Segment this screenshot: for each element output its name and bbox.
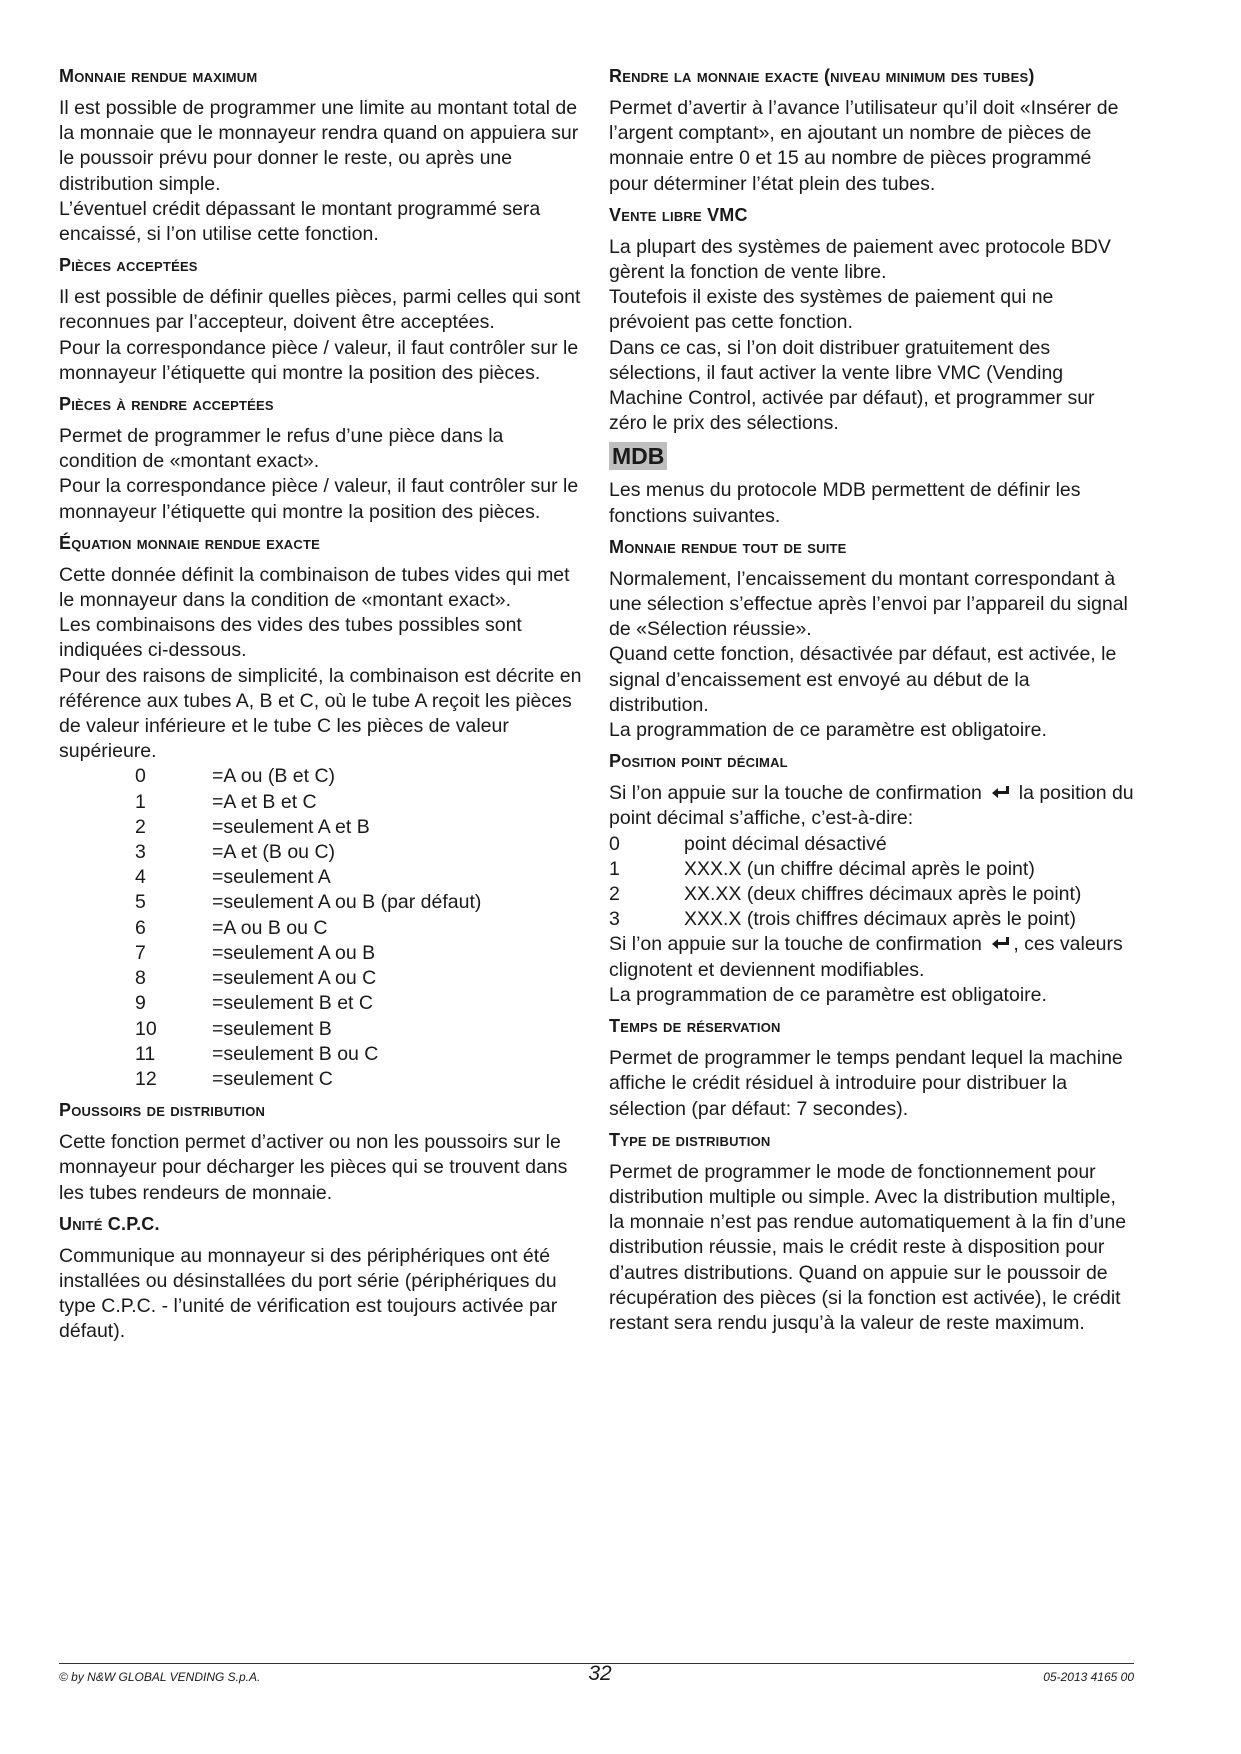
equation-row xyxy=(59,764,481,789)
position-code: 2 xyxy=(609,883,620,906)
paragraph: Il est possible de programmer une limite au montant total de la monnaie que le monnayeur rendra quand on appuiera sur le poussoir prévu pour donner le reste, ou après une distribution simple. xyxy=(59,97,579,195)
paragraph: Les combinaisons des vides des tubes possibles sont indiquées ci-dessous. xyxy=(59,614,522,662)
equation-code: 4 xyxy=(135,866,146,889)
equation-code: 9 xyxy=(135,992,146,1015)
position-code: 0 xyxy=(609,832,620,855)
paragraph: Permet de programmer le mode de fonctionnement pour distribution multiple ou simple. Avec la distribution multiple, la monnaie n’est pas rendue automatiquement à la fin d’une distribution réussie, mais le crédit reste à disposition pour d’autres distributions. Quand on appuie sur le poussoir de récupération des pièces (si la fonction est activée), le crédit restant sera rendu jusqu’à la valeur de reste maximum. xyxy=(609,1160,1127,1334)
footer-copyright: © by N&W GLOBAL VENDING S.p.A. xyxy=(59,1670,261,1684)
equation-value: seulement A ou B xyxy=(223,941,376,964)
equation-row xyxy=(59,966,481,991)
equation-value: seulement A ou C xyxy=(223,967,377,990)
paragraph: La plupart des systèmes de paiement avec protocole BDV gèrent la fonction de vente libre. xyxy=(609,235,1111,284)
equals-sign: = xyxy=(212,916,224,939)
equation-code: 10 xyxy=(135,1017,157,1040)
equation-value: seulement B xyxy=(223,1017,332,1040)
equation-value: A ou B ou C xyxy=(223,916,328,939)
equation-code: 6 xyxy=(135,916,146,939)
position-description: XXX.X (trois chiffres décimaux après le point) xyxy=(684,908,1076,931)
section-title-pieces-acceptees: Pièces acceptées xyxy=(59,255,198,276)
equation-row xyxy=(59,865,481,890)
equation-value: seulement B ou C xyxy=(223,1042,379,1065)
equation-code: 7 xyxy=(135,941,146,964)
equation-row xyxy=(59,1042,481,1067)
equation-row xyxy=(59,890,481,915)
paragraph: Toutefois il existe des systèmes de paiement qui ne prévoient pas cette fonction. xyxy=(609,286,1054,334)
paragraph: Permet de programmer le refus d’une pièce dans la condition de «montant exact». xyxy=(59,425,504,473)
section-title-unite-cpc: Unité C.P.C. xyxy=(59,1213,160,1234)
equals-sign: = xyxy=(212,967,224,990)
paragraph: Pour des raisons de simplicité, la combinaison est décrite en référence aux tubes A, B et C, où le tube A reçoit les pièces de valeur inférieure et le tube C les pièces de valeur supérieure. xyxy=(59,664,582,763)
section-title-poussoirs-de-distribution: Poussoirs de distribution xyxy=(59,1100,266,1121)
equation-row xyxy=(59,916,481,941)
paragraph: Communique au monnayeur si des périphériques ont été installées ou désinstallées du port série (périphériques du type C.P.C. - l’unité de vérification est toujours activée par défaut). xyxy=(59,1244,558,1343)
paragraph-text: Si l’on appuie sur la touche de confirmation xyxy=(609,782,982,805)
equals-sign: = xyxy=(212,815,224,838)
equals-sign: = xyxy=(212,1042,224,1065)
paragraph-text: la position du point décimal s’affiche, c’est-à-dire: xyxy=(609,782,1134,830)
paragraph: Permet d’avertir à l’avance l’utilisateur qu’il doit «Insérer de l’argent comptant», en ajoutant un nombre de pièces de monnaie entre 0 et 15 au nombre de pièces programmé pour déterminer l’état plein des tubes. xyxy=(609,97,1119,195)
equation-code: 11 xyxy=(135,1042,156,1065)
paragraph xyxy=(609,932,1134,982)
position-description: XX.XX (deux chiffres décimaux après le point) xyxy=(684,883,1082,906)
left-column xyxy=(59,60,585,1345)
paragraph: Cette fonction permet d’activer ou non les poussoirs sur le monnayeur pour décharger les pièces qui se trouvent dans les tubes rendeurs de monnaie. xyxy=(59,1131,568,1204)
right-column xyxy=(609,60,1134,1336)
section-title-position-point-decimal: Position point décimal xyxy=(609,751,788,772)
section-title-equation-monnaie-rendue-exacte: Équation monnaie rendue exacte xyxy=(59,532,320,553)
paragraph: Les menus du protocole MDB permettent de définir les fonctions suivantes. xyxy=(609,479,1081,527)
position-code: 1 xyxy=(609,857,620,880)
section-title-type-de-distribution: Type de distribution xyxy=(609,1129,771,1150)
section-title-monnaie-rendue-maximum: Monnaie rendue maximum xyxy=(59,66,258,86)
equation-row xyxy=(59,1017,481,1042)
enter-key-icon xyxy=(991,785,1011,801)
paragraph: Il est possible de définir quelles pièces, parmi celles qui sont reconnues par l’accepteur, doivent être acceptées. xyxy=(59,286,581,334)
position-code: 3 xyxy=(609,908,620,931)
paragraph xyxy=(609,781,1134,831)
paragraph: Permet de programmer le temps pendant lequel la machine affiche le crédit résiduel à introduire pour distribuer la sélection (par défaut: 7 secondes). xyxy=(609,1047,1123,1120)
paragraph: La programmation de ce paramètre est obligatoire. xyxy=(609,719,1047,742)
section-title-pieces-a-rendre-acceptees: Pièces à rendre acceptées xyxy=(59,394,274,415)
equals-sign: = xyxy=(212,790,224,813)
equals-sign: = xyxy=(212,841,224,864)
equation-value: A ou (B et C) xyxy=(223,765,336,788)
equation-code: 3 xyxy=(135,841,146,864)
paragraph: Pour la correspondance pièce / valeur, il faut contrôler sur le monnayeur l’étiquette qui montre la position des pièces. xyxy=(59,336,579,384)
section-title-vente-libre-vmc: Vente libre VMC xyxy=(609,204,748,225)
position-description: XXX.X (un chiffre décimal après le point) xyxy=(684,857,1035,880)
equals-sign: = xyxy=(212,941,224,964)
decimal-position-table xyxy=(609,832,1081,933)
equation-value: seulement C xyxy=(223,1067,333,1090)
paragraph-text: Si l’on appuie sur la touche de confirmation xyxy=(609,933,982,956)
equation-code: 8 xyxy=(135,967,146,990)
equation-row xyxy=(59,991,481,1016)
equation-value: seulement B et C xyxy=(223,992,373,1015)
equals-sign: = xyxy=(212,1067,224,1090)
equals-sign: = xyxy=(212,866,224,889)
decimal-position-row xyxy=(609,882,1081,907)
equation-value: A et B et C xyxy=(223,790,317,813)
equals-sign: = xyxy=(212,1017,224,1040)
equals-sign: = xyxy=(212,765,224,788)
equation-value: A et (B ou C) xyxy=(223,841,336,864)
paragraph: Pour la correspondance pièce / valeur, il faut contrôler sur le monnayeur l’étiquette qui montre la position des pièces. xyxy=(59,475,579,523)
equation-row xyxy=(59,941,481,966)
page-number: 32 xyxy=(588,1662,612,1685)
equals-sign: = xyxy=(212,891,224,914)
equation-value: seulement A xyxy=(223,866,331,889)
equation-code: 12 xyxy=(135,1067,157,1090)
decimal-position-row xyxy=(609,832,1081,857)
equation-value: seulement A ou B (par défaut) xyxy=(223,891,482,914)
paragraph: Normalement, l’encaissement du montant correspondant à une sélection s’effectue après l’envoi par l’appareil du signal de «Sélection réussie». xyxy=(609,567,1128,641)
equation-code: 2 xyxy=(135,815,146,838)
paragraph: La programmation de ce paramètre est obligatoire. xyxy=(609,983,1047,1006)
equals-sign: = xyxy=(212,992,224,1015)
paragraph: Cette donnée définit la combinaison de tubes vides qui met le monnayeur dans la condition de «montant exact». xyxy=(59,563,570,612)
mdb-heading: MDB xyxy=(609,442,667,470)
decimal-position-row xyxy=(609,857,1081,882)
equation-row xyxy=(59,790,481,815)
paragraph: Dans ce cas, si l’on doit distribuer gratuitement des sélections, il faut activer la vente libre VMC (Vending Machine Control, activée par défaut), et programmer sur zéro le prix des sélections. xyxy=(609,336,1095,435)
equation-code: 1 xyxy=(135,790,146,813)
section-title-monnaie-rendue-tout-de-suite: Monnaie rendue tout de suite xyxy=(609,536,847,557)
section-title-rendre-la-monnaie-exacte: Rendre la monnaie exacte (niveau minimum des tubes) xyxy=(609,66,1035,86)
section-title-temps-de-reservation: Temps de réservation xyxy=(609,1016,781,1037)
paragraph: L’éventuel crédit dépassant le montant programmé sera encaissé, si l’on utilise cette fonction. xyxy=(59,197,541,246)
paragraph: Quand cette fonction, désactivée par défaut, est activée, le signal d’encaissement est envoyé au début de la distribution. xyxy=(609,643,1117,716)
decimal-position-row xyxy=(609,907,1081,932)
equation-row xyxy=(59,1067,481,1092)
equation-table xyxy=(59,764,481,1092)
equation-code: 0 xyxy=(135,765,146,788)
equation-value: seulement A et B xyxy=(223,815,370,838)
footer-doc-code: 05-2013 4165 00 xyxy=(1043,1670,1134,1684)
equation-row xyxy=(59,840,481,865)
position-description: point décimal désactivé xyxy=(684,832,887,855)
equation-row xyxy=(59,815,481,840)
enter-key-icon xyxy=(991,936,1011,952)
equation-code: 5 xyxy=(135,891,146,914)
paragraph-text: , ces valeurs clignotent et deviennent modifiables. xyxy=(609,933,1123,981)
